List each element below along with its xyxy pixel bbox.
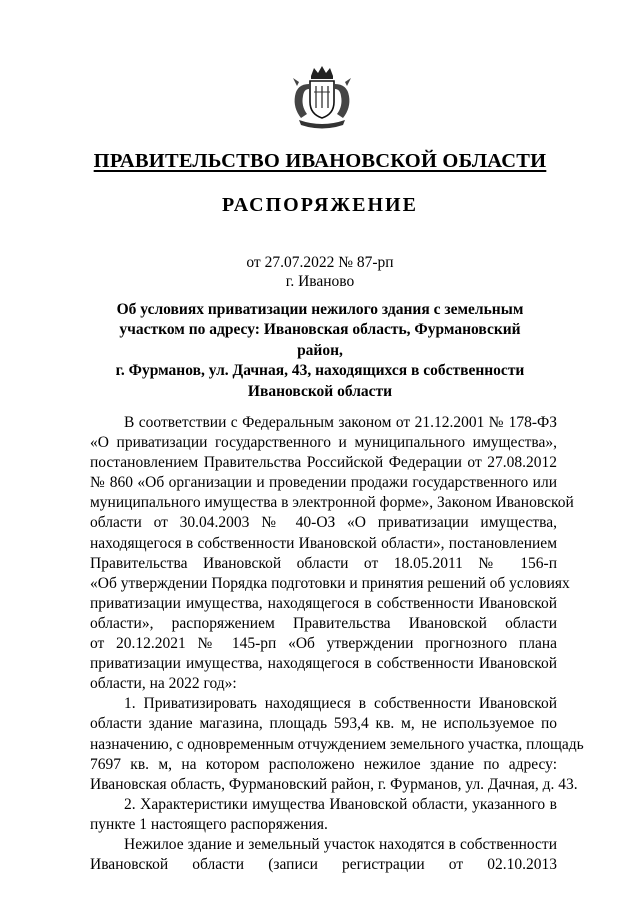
government-name: [0, 150, 640, 173]
body-line: «О приватизации государственного и муниципального имущества»,: [90, 434, 557, 452]
title-line: Об условиях приватизации нежилого здания с земельным: [116, 301, 524, 318]
body-line: 1. Приватизировать находящиеся в собственности Ивановской: [124, 695, 557, 713]
body-line: пункте 1 настоящего распоряжения.: [90, 815, 328, 833]
document-city: г. Иваново: [285, 273, 355, 290]
title-line: г. Фурманов, ул. Дачная, 43, находящихся в собственности: [115, 362, 525, 380]
title-line: участком по адресу: Ивановская область, Фурмановский район,: [119, 321, 521, 359]
body-line: приватизации имущества, находящегося в собственности Ивановской: [90, 594, 557, 612]
body-line: Ивановской области (записи регистрации от 02.10.2013: [90, 856, 557, 874]
government-name-text: ПРАВИТЕЛЬСТВО ИВАНОВСКОЙ ОБЛАСТИ: [93, 150, 547, 172]
document-type: РАСПОРЯЖЕНИЕ: [222, 194, 418, 216]
body-line: Правительства Ивановской области от 18.05.2011 № 156-п: [90, 554, 557, 572]
body-line: 7697 кв. м, на котором расположено нежилое здание по адресу:: [90, 755, 557, 773]
document-body: [90, 413, 584, 875]
body-line: области», распоряжением Правительства Ивановской области: [90, 614, 557, 632]
body-line: области здание магазина, площадь 593,4 кв. м, не используемое по: [90, 715, 557, 733]
body-line: от 20.12.2021 № 145-рп «Об утверждении прогнозного плана: [90, 635, 557, 653]
body-line: Ивановская область, Фурмановский район, г. Фурманов, ул. Дачная, д. 43.: [90, 775, 578, 793]
body-line: области от 30.04.2003 № 40-ОЗ «О приватизации имущества,: [90, 514, 557, 532]
document-date-number: от 27.07.2022 № 87-рп: [246, 254, 394, 271]
body-line: области, на 2022 год»:: [90, 675, 237, 693]
body-line: «Об утверждении Порядка подготовки и принятия решений об условиях: [90, 574, 570, 592]
body-line: находящегося в собственности Ивановской области», постановлением: [90, 534, 557, 552]
coat-of-arms-emblem: [289, 62, 355, 130]
document-title: [105, 300, 535, 402]
body-line: Нежилое здание и земельный участок находятся в собственности: [124, 835, 557, 853]
title-line: Ивановской области: [247, 382, 393, 400]
body-line: приватизации имущества, находящегося в собственности Ивановской: [90, 655, 557, 673]
body-line: постановлением Правительства Российской Федерации от 27.08.2012: [90, 454, 557, 472]
body-line: В соответствии с Федеральным законом от 21.12.2001 № 178-ФЗ: [124, 414, 557, 431]
body-line: 2. Характеристики имущества Ивановской области, указанного в: [124, 795, 557, 813]
body-line: муниципального имущества в электронной форме», Законом Ивановской: [90, 494, 574, 512]
body-line: назначению, с одновременным отчуждением земельного участка, площадь: [90, 735, 584, 753]
body-line: № 860 «Об организации и проведении продажи государственного или: [90, 474, 557, 492]
